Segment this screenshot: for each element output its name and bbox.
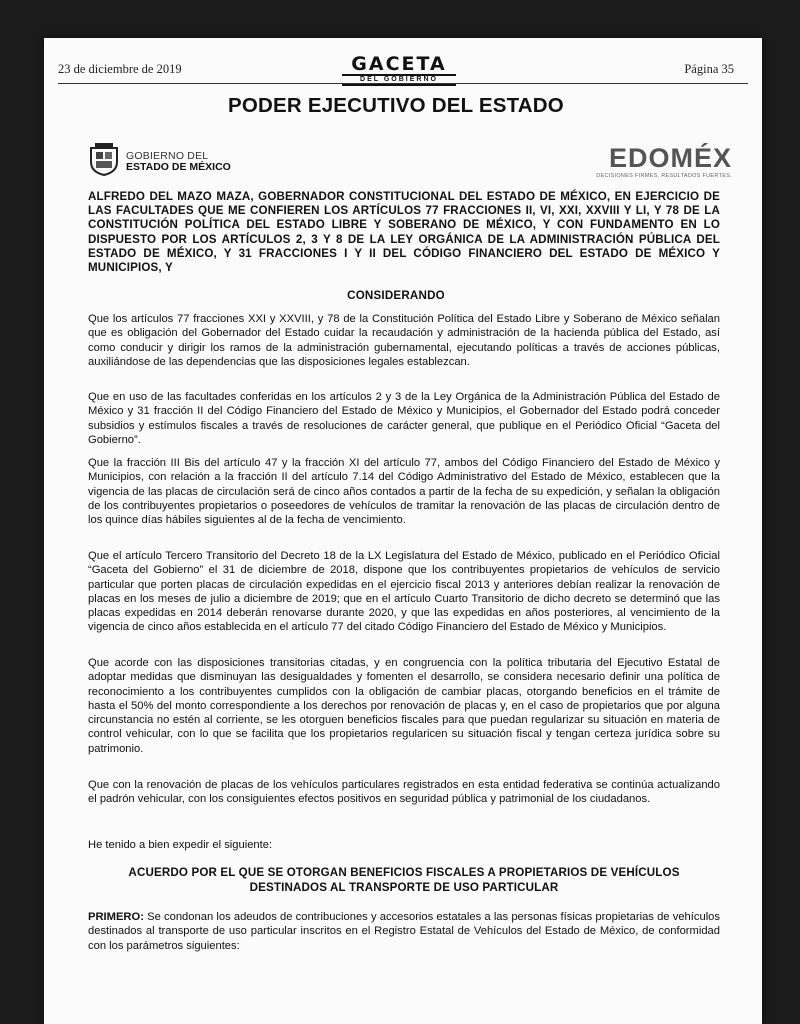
intro-paragraph: ALFREDO DEL MAZO MAZA, GOBERNADOR CONSTITUCIONAL DEL ESTADO DE MÉXICO, EN EJERCICIO DE LAS FACULTADES QUE ME CONFIEREN LOS ARTÍCULOS 77 FRACCIONES II, VI, XXI, XXVIII Y LI, Y 78 DE LA CONSTITUCIÓN POLÍTICA DEL ESTADO LIBRE Y SOBERANO DE MÉXICO, Y CON FUNDAMENTO EN LO DISPUESTO POR LOS ARTÍCULOS 2, 3 Y 8 DE LA LEY ORGÁNICA DE LA ADMINISTRACIÓN PÚBLICA DEL ESTADO DE MÉXICO, Y 31 FRACCIONES I Y II DEL CÓDIGO FINANCIERO DEL ESTADO DE MÉXICO Y MUNICIPIOS, Y [88, 190, 720, 275]
paragraph-6: Que con la renovación de placas de los vehículos particulares registrados en esta entidad federativa se continúa actualizando el padrón vehicular, con los consiguientes efectos positivos en seguridad pública y patrimonial de los ciudadanos. [88, 779, 720, 806]
primero-paragraph [88, 910, 720, 953]
gobierno-logo [88, 142, 288, 178]
header-page-number: Página 35 [684, 62, 734, 76]
page-title: PODER EJECUTIVO DEL ESTADO [228, 94, 564, 117]
gobierno-logo-line2: ESTADO DE MÉXICO [126, 161, 231, 173]
edomex-brand: EDOMÉX [608, 143, 732, 173]
gaceta-subtitle: DEL GOBIERNO [342, 74, 456, 86]
header-date: 23 de diciembre de 2019 [58, 62, 182, 76]
gaceta-title: GACETA [351, 53, 447, 75]
header-divider [58, 83, 748, 84]
paragraph-5: Que acorde con las disposiciones transitorias citadas, y en congruencia con la política tributaria del Ejecutivo Estatal de adoptar medidas que disminuyan las desigualdades y fomenten el desarrollo, se considera necesario definir una política de reconocimiento a los contribuyentes cumplidos con la obligación de cambiar placas, otorgando beneficios en el trámite de hasta el 50% del monto correspondiente a los derechos por renovación de placas y, en el caso de propietarios que por alguna circunstancia no estén al corriente, se les otorguen beneficios fiscales para que puedan regularizar su situación en materia de control vehicular, con lo que se facilita que los propietarios regularicen su situación fiscal y tengan certeza jurídica sobre su patrimonio. [88, 657, 720, 755]
gobierno-logo-line1: GOBIERNO DEL [126, 150, 209, 162]
edomex-logo [562, 144, 732, 179]
edomex-tagline: DECISIONES FIRMES, RESULTADOS FUERTES. [596, 173, 732, 179]
agreement-title: ACUERDO POR EL QUE SE OTORGAN BENEFICIOS FISCALES A PROPIETARIOS DE VEHÍCULOS DESTINADOS AL TRANSPORTE DE USO PARTICULAR [128, 866, 680, 894]
paragraph-4: Que el artículo Tercero Transitorio del Decreto 18 de la LX Legislatura del Estado de México, publicado en el Periódico Oficial “Gaceta del Gobierno” el 31 de diciembre de 2018, dispone que los contribuyentes propietarios de vehículos de servicio particular que porten placas de circulación expedidas en el ejercicio fiscal 2013 y anteriores debían realizar la renovación de placas en los meses de julio a diciembre de 2019; que en el artículo Cuarto Transitorio de dicho decreto se determinó que las placas expedidas en 2014 deberán renovarse durante 2020, y que las expedidas en años posteriores, al vencimiento de la vigencia de cinco años establecida en el artículo 77 del citado Código Financiero del Estado de México y Municipios. [88, 550, 720, 634]
considerando-heading: CONSIDERANDO [347, 289, 445, 302]
paragraph-3: Que la fracción III Bis del artículo 47 y la fracción XI del artículo 77, ambos del Código Financiero del Estado de México y Municipios, con relación a la fracción II del artículo 7.14 del Código Administrativo del Estado de México, establecen que la vigencia de las placas de circulación será de cinco años contados a partir de la fecha de su expedición, y señalan la obligación de los contribuyentes propietarios o poseedores de vehículos de tramitar la renovación de las placas de circulación dentro de los quince días hábiles siguientes al de la fecha de vencimiento. [88, 457, 720, 527]
paragraph-1: Que los artículos 77 fracciones XXI y XXVIII, y 78 de la Constitución Política del Estado Libre y Soberano de México señalan que es obligación del Gobernador del Estado cuidar la recaudación y administración de la hacienda pública del Estado, así como conducir y dirigir los ramos de la administración gubernamental, ejecutando políticas a través de acciones públicas, auxiliándose de las dependencias que las disposiciones legales establezcan. [88, 313, 720, 368]
paragraph-2: Que en uso de las facultades conferidas en los artículos 2 y 3 de la Ley Orgánica de la Administración Pública del Estado de México y 31 fracción II del Código Financiero del Estado de México y Municipios, el Gobernador del Estado podrá conceder subsidios y estímulos fiscales a través de resoluciones de carácter general, que publique en el Periódico Oficial “Gaceta del Gobierno”. [88, 391, 720, 446]
coat-of-arms-icon [88, 142, 120, 176]
gaceta-masthead [304, 54, 494, 86]
paragraph-7: He tenido a bien expedir el siguiente: [88, 839, 273, 851]
primero-label: PRIMERO: [88, 911, 144, 923]
document-page [44, 38, 762, 1024]
primero-text: Se condonan los adeudos de contribuciones y accesorios estatales a las personas físicas propietarias de vehículos destinados al transporte de uso particular inscritos en el Registro Estatal de Vehículos del Estado de México, de conformidad con los parámetros siguientes: [88, 911, 720, 952]
